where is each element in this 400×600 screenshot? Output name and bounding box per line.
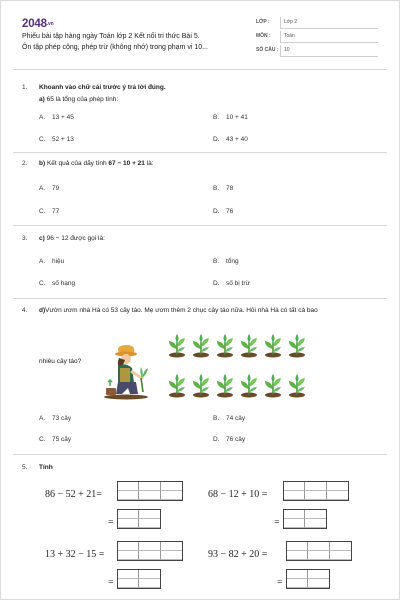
q5-answer-grid-2b[interactable] bbox=[283, 509, 327, 529]
class-label: LỚP : bbox=[256, 19, 270, 25]
q5-equals-2: = bbox=[274, 517, 280, 528]
q4-option-b[interactable]: B. 74 cây bbox=[213, 415, 246, 422]
q1-option-d[interactable]: D. 43 + 40 bbox=[213, 136, 248, 143]
q5-answer-grid-1a[interactable] bbox=[117, 481, 183, 501]
subject-label: MÔN : bbox=[256, 33, 271, 39]
q1-number: 1. bbox=[22, 84, 28, 91]
q1-option-a[interactable]: A. 13 + 45 bbox=[39, 114, 74, 121]
divider-1 bbox=[13, 152, 387, 153]
q5-expression-1: 86 − 52 + 21= bbox=[45, 489, 102, 500]
q4-option-d[interactable]: D. 76 cây bbox=[213, 436, 246, 443]
q5-answer-grid-2a[interactable] bbox=[283, 481, 349, 501]
question-count-field bbox=[256, 45, 378, 57]
divider-2 bbox=[13, 225, 387, 226]
q3-number: 3. bbox=[22, 235, 28, 242]
q2-option-c[interactable]: C. 77 bbox=[39, 208, 60, 215]
apple-seedlings-illustration bbox=[163, 323, 313, 401]
divider-4 bbox=[13, 454, 387, 455]
class-field bbox=[256, 17, 378, 29]
subject-value: Toán bbox=[284, 33, 295, 39]
q5-answer-grid-3b[interactable] bbox=[117, 569, 161, 589]
q3-option-d[interactable]: D. số bị trừ bbox=[213, 280, 250, 287]
q5-equals-4: = bbox=[277, 577, 283, 588]
q5-equals-1: = bbox=[108, 517, 114, 528]
worksheet-title-line1: Phiếu bài tập hàng ngày Toán lớp 2 Kết nối tri thức Bài 5. bbox=[22, 33, 200, 40]
q2-question: b) Kết quả của dãy tính 67 − 10 + 21 là: bbox=[39, 160, 154, 167]
q4-number: 4. bbox=[22, 307, 28, 314]
q1-option-b[interactable]: B. 10 + 41 bbox=[213, 114, 248, 121]
q1-question: a) 65 là tổng của phép tính: bbox=[39, 96, 119, 103]
q1-instruction: Khoanh vào chữ cái trước ý trả lời đúng. bbox=[39, 84, 166, 91]
question-count-value: 10 bbox=[284, 47, 290, 53]
class-value: Lớp 2 bbox=[284, 19, 298, 25]
question-count-label: SỐ CÂU : bbox=[256, 47, 279, 53]
q2-option-b[interactable]: B. 78 bbox=[213, 185, 234, 192]
q5-expression-4: 93 − 82 + 20 = bbox=[208, 549, 268, 560]
q4-question-cont: nhiêu cây táo? bbox=[39, 358, 82, 365]
q3-option-b[interactable]: B. tổng bbox=[213, 258, 239, 265]
q5-answer-grid-4b[interactable] bbox=[286, 569, 330, 589]
q3-option-a[interactable]: A. hiệu bbox=[39, 258, 65, 265]
q5-number: 5. bbox=[22, 464, 28, 471]
q5-title: Tính bbox=[39, 464, 53, 471]
header-divider bbox=[13, 69, 387, 70]
q2-option-a[interactable]: A. 79 bbox=[39, 185, 60, 192]
q5-expression-3: 13 + 32 − 15 = bbox=[45, 549, 105, 560]
q4-question: d)Vườn ươm nhà Hà có 53 cây táo. Mẹ ươm thêm 2 chục cây táo nữa. Hỏi nhà Hà có tất cả bao bbox=[39, 307, 318, 314]
q5-equals-3: = bbox=[108, 577, 114, 588]
q2-option-d[interactable]: D. 76 bbox=[213, 208, 234, 215]
q4-option-a[interactable]: A. 73 cây bbox=[39, 415, 72, 422]
divider-3 bbox=[13, 298, 387, 299]
logo bbox=[22, 18, 53, 30]
q1-option-c[interactable]: C. 52 + 13 bbox=[39, 136, 74, 143]
logo-suffix: .vn bbox=[46, 21, 54, 27]
q5-answer-grid-3a[interactable] bbox=[117, 541, 183, 561]
q3-option-c[interactable]: C. số hạng bbox=[39, 280, 76, 287]
q4-option-c[interactable]: C. 75 cây bbox=[39, 436, 72, 443]
q5-answer-grid-1b[interactable] bbox=[117, 509, 161, 529]
logo-text: 2048 bbox=[22, 18, 47, 30]
farmer-illustration bbox=[96, 344, 156, 400]
q2-number: 2. bbox=[22, 160, 28, 167]
q5-answer-grid-4a[interactable] bbox=[286, 541, 352, 561]
q5-expression-2: 68 − 12 + 10 = bbox=[208, 489, 268, 500]
subject-field bbox=[256, 31, 378, 43]
q3-question: c) 96 − 12 được gọi là: bbox=[39, 235, 105, 242]
worksheet-title-line2: Ôn tập phép cộng, phép trừ (không nhớ) trong phạm vi 10... bbox=[22, 44, 208, 51]
